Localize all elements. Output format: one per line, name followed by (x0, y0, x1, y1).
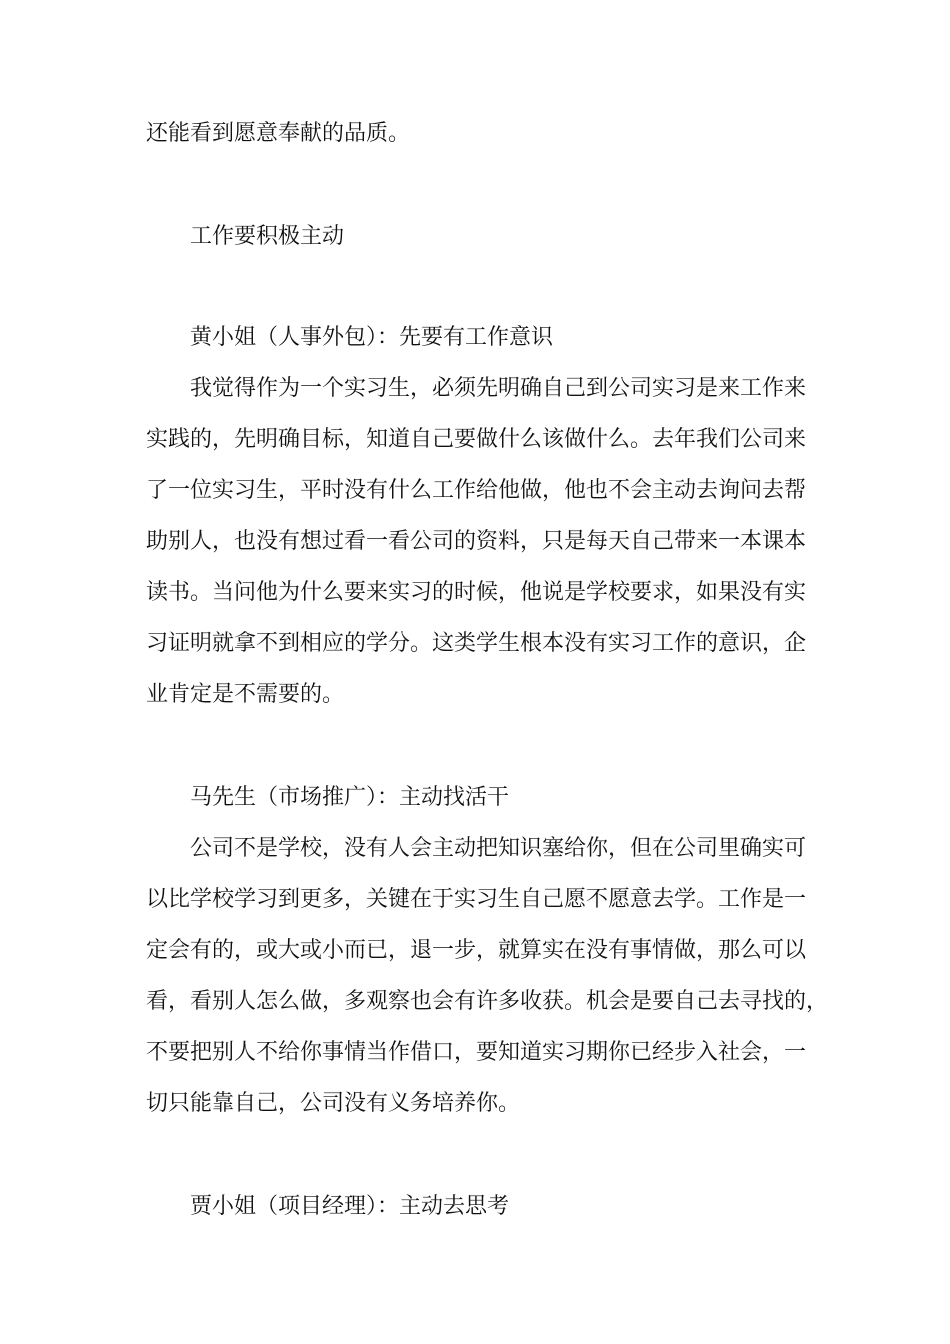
speaker-heading: 黄小姐（人事外包）：先要有工作意识 (190, 325, 554, 350)
speaker-heading: 贾小姐（项目经理）：主动去思考 (190, 1194, 510, 1219)
paragraph-line: 不要把别人不给你事情当作借口，要知道实习期你已经步入社会，一 (146, 1040, 807, 1065)
paragraph-line: 实践的，先明确目标，知道自己要做什么该做什么。去年我们公司来 (146, 427, 807, 452)
paragraph-line: 了一位实习生，平时没有什么工作给他做，他也不会主动去询问去帮 (146, 478, 807, 503)
paragraph-line: 切只能靠自己，公司没有义务培养你。 (146, 1091, 521, 1116)
paragraph-line: 读书。当问他为什么要来实习的时候，他说是学校要求，如果没有实 (146, 580, 807, 605)
paragraph-line: 助别人，也没有想过看一看公司的资料，只是每天自己带来一本课本 (146, 529, 807, 554)
section-heading: 工作要积极主动 (190, 224, 345, 249)
paragraph-line: 看，看别人怎么做，多观察也会有许多收获。机会是要自己去寻找的， (146, 989, 829, 1014)
paragraph-line: 业肯定是不需要的。 (146, 682, 345, 707)
paragraph-line: 还能看到愿意奉献的品质。 (146, 121, 411, 146)
paragraph-line: 我觉得作为一个实习生，必须先明确自己到公司实习是来工作来 (190, 376, 807, 401)
speaker-heading: 马先生（市场推广）：主动找活干 (190, 785, 510, 810)
paragraph-line: 以比学校学习到更多，关键在于实习生自己愿不愿意去学。工作是一 (146, 887, 807, 912)
paragraph-line: 习证明就拿不到相应的学分。这类学生根本没有实习工作的意识，企 (146, 631, 807, 656)
paragraph-line: 定会有的，或大或小而已，退一步，就算实在没有事情做，那么可以 (146, 938, 807, 963)
paragraph-line: 公司不是学校，没有人会主动把知识塞给你，但在公司里确实可 (190, 836, 807, 861)
